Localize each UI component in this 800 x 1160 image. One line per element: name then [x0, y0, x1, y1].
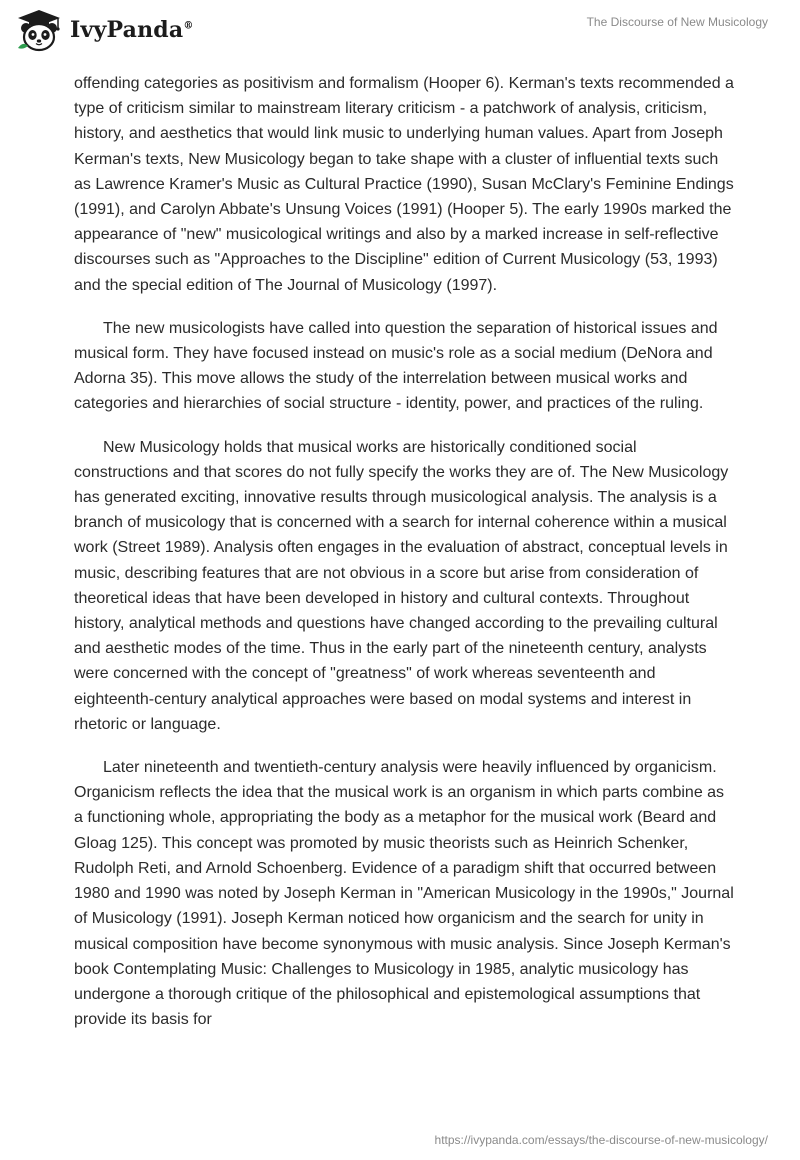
paragraph-3: New Musicology holds that musical works are historically conditioned social constructions and that scores do not fully specify the works they are of. The New Musicology has generated exciting, innovative results through musicological analysis. The analysis is a branch of musicology that is concerned with a search for internal coherence within a musical work (Street 1989). Analysis often engages in the evaluation of abstract, conceptual levels in music, describing features that are not obvious in a score but arise from consideration of theoretical ideas that have been developed in history and cultural contexts. Throughout history, analytical methods and questions have changed according to the prevailing cultural and aesthetic modes of the time. Thus in the early part of the nineteenth century, analysts were concerned with the concept of "greatness" of work whereas seventeenth and eighteenth-century analytical approaches were based on modal systems and interest in rhetoric or language.: [74, 438, 729, 733]
brand-logo[interactable]: [14, 8, 194, 52]
paragraph-2: The new musicologists have called into question the separation of historical issues and musical form. They have focused instead on music's role as a social medium (DeNora and Adorna 35). This move allows the study of the interrelation between musical works and categories and hierarchies of social structure - identity, power, and practices of the ruling.: [74, 319, 718, 413]
paragraph-1: offending categories as positivism and formalism (Hooper 6). Kerman's texts recommended a type of criticism similar to mainstream literary criticism - a patchwork of analysis, criticism, history, and aesthetics that would link music to underlying human values. Apart from Joseph Kerman's texts, New Musicology began to take shape with a cluster of influential texts such as Lawrence Kramer's Music as Cultural Practice (1990), Susan McClary's Feminine Endings (1991), and Carolyn Abbate's Unsung Voices (1991) (Hooper 5). The early 1990s marked the appearance of "new" musicological writings and also by a marked increase in self-reflective discourses such as "Approaches to the Discipline" edition of Current Musicology (53, 1993) and the special edition of The Journal of Musicology (1997).: [74, 75, 734, 294]
brand-name: IvyPanda®: [70, 17, 194, 43]
registered-mark: ®: [183, 20, 194, 32]
essay-body: [74, 71, 734, 1050]
document-title: The Discourse of New Musicology: [586, 15, 768, 29]
paragraph-4: Later nineteenth and twentieth-century analysis were heavily influenced by organicism. Organicism reflects the idea that the musical work is an organism in which parts combine as a functioning whole, appropriating the body as a metaphor for the musical work (Beard and Gloag 125). This concept was promoted by music theorists such as Heinrich Schenker, Rudolph Reti, and Arnold Schoenberg. Evidence of a paradigm shift that occurred between 1980 and 1990 was noted by Joseph Kerman in "American Musicology in the 1990s," Journal of Musicology (1991). Joseph Kerman noticed how organicism and the search for unity in musical composition have become synonymous with music analysis. Since Joseph Kerman's book Contemplating Music: Challenges to Musicology in 1985, analytic musicology has undergone a thorough critique of the philosophical and epistemological assumptions that provide its basis for: [74, 759, 734, 1029]
panda-graduate-icon: [14, 8, 64, 52]
page-header: [0, 0, 800, 60]
source-url[interactable]: https://ivypanda.com/essays/the-discourse-of-new-musicology/: [434, 1133, 768, 1147]
